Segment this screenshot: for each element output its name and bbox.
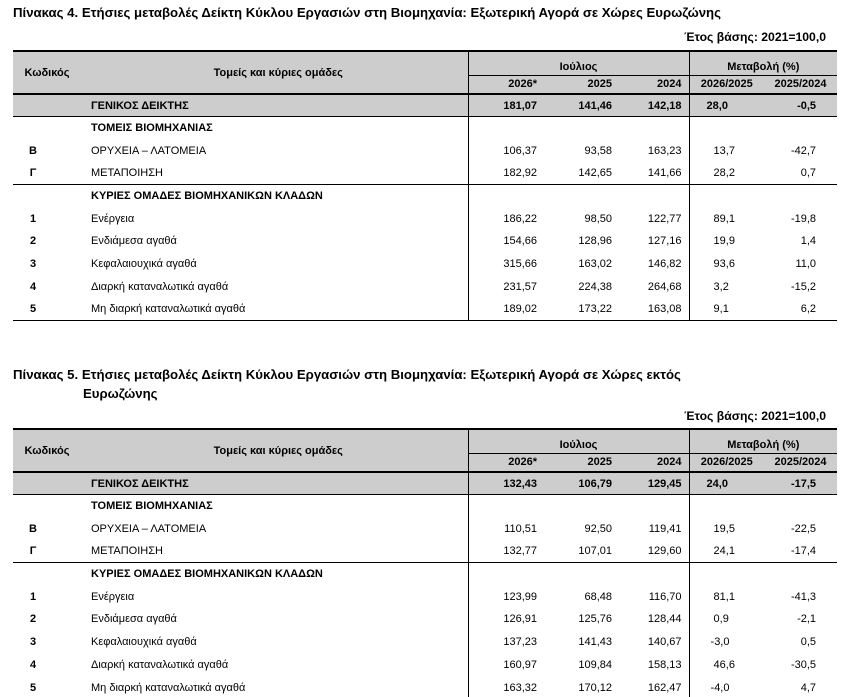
table5-title-line2: Ευρωζώνης <box>83 386 158 401</box>
table5-col-code: Κωδικός <box>13 429 89 472</box>
table5-base-year: Έτος βάσης: 2021=100,0 <box>684 409 826 423</box>
groups-heading: ΚΥΡΙΕΣ ΟΜΑΔΕΣ ΒΙΟΜΗΧΑΝΙΚΩΝ ΚΛΑΔΩΝ <box>89 185 468 208</box>
table5 <box>13 428 837 697</box>
table4-title: Πίνακας 4. Ετήσιες μεταβολές Δείκτη Κύκλου Εργασιών στη Βιομηχανία: Εξωτερική Αγορά σε Χώρες Ευρωζώνης <box>13 5 721 20</box>
table-row: Γ ΜΕΤΑΠΟΙΗΣΗ 182,92 142,65 141,66 28,2 0,7 <box>13 162 837 185</box>
table-row: 3 Κεφαλαιουχικά αγαθά 315,66 163,02 146,82 93,6 11,0 <box>13 253 837 276</box>
table4-col-year2: 2025 <box>544 75 619 94</box>
table4-general-row: ΓΕΝΙΚΟΣ ΔΕΙΚΤΗΣ 181,07 141,46 142,18 28,0 -0,5 <box>13 94 837 117</box>
table4-col-change: Μεταβολή (%) <box>689 51 837 75</box>
table5-col-year1: 2026* <box>468 453 544 472</box>
table5-col-month: Ιούλιος <box>468 429 689 453</box>
table4-col-ch2: 2025/2024 <box>764 75 837 94</box>
table5-col-ch2: 2025/2024 <box>764 453 837 472</box>
general-index-label: ΓΕΝΙΚΟΣ ΔΕΙΚΤΗΣ <box>89 472 468 495</box>
table-row: 2 Ενδιάμεσα αγαθά 154,66 128,96 127,16 19,9 1,4 <box>13 230 837 253</box>
table5-header-row1 <box>13 429 837 453</box>
table5-title: Πίνακας 5. Ετήσιες μεταβολές Δείκτη Κύκλου Εργασιών στη Βιομηχανία: Εξωτερική Αγορά σε Χώρες εκτός <box>13 367 681 382</box>
table-row: 4 Διαρκή καταναλωτικά αγαθά 231,57 224,38 264,68 3,2 -15,2 <box>13 276 837 299</box>
table4-col-code: Κωδικός <box>13 51 89 94</box>
table4-col-ch1: 2026/2025 <box>689 75 764 94</box>
table-row: 5 Μη διαρκή καταναλωτικά αγαθά 163,32 170,12 162,47 -4,0 4,7 <box>13 676 837 697</box>
table5-col-change: Μεταβολή (%) <box>689 429 837 453</box>
table4-col-year1: 2026* <box>468 75 544 94</box>
sectors-heading: ΤΟΜΕΙΣ ΒΙΟΜΗΧΑΝΙΑΣ <box>91 122 213 135</box>
table-row: 1 Ενέργεια 186,22 98,50 122,77 89,1 -19,8 <box>13 207 837 230</box>
table5-sectors-heading-row <box>13 495 837 518</box>
table4 <box>13 50 837 321</box>
table4-groups-heading-row <box>13 185 837 208</box>
table5-general-row: ΓΕΝΙΚΟΣ ΔΕΙΚΤΗΣ 132,43 106,79 129,45 24,0 -17,5 <box>13 472 837 495</box>
table5-col-year3: 2024 <box>619 453 689 472</box>
table-row: Β ΟΡΥΧΕΙΑ – ΛΑΤΟΜΕΙΑ 110,51 92,50 119,41 19,5 -22,5 <box>13 517 837 540</box>
sectors-heading: ΤΟΜΕΙΣ ΒΙΟΜΗΧΑΝΙΑΣ <box>91 500 213 513</box>
table4-col-year3: 2024 <box>619 75 689 94</box>
table-row: 3 Κεφαλαιουχικά αγαθά 137,23 141,43 140,67 -3,0 0,5 <box>13 631 837 654</box>
general-index-label: ΓΕΝΙΚΟΣ ΔΕΙΚΤΗΣ <box>89 94 468 117</box>
table4-header-row1 <box>13 51 837 75</box>
table-row: Γ ΜΕΤΑΠΟΙΗΣΗ 132,77 107,01 129,60 24,1 -17,4 <box>13 540 837 563</box>
table4-base-year: Έτος βάσης: 2021=100,0 <box>684 30 826 44</box>
table4-sectors-heading-row <box>13 117 837 140</box>
table5-groups-heading-row <box>13 563 837 586</box>
table-row: 4 Διαρκή καταναλωτικά αγαθά 160,97 109,84 158,13 46,6 -30,5 <box>13 654 837 677</box>
table5-col-year2: 2025 <box>544 453 619 472</box>
table4-col-sectors: Τομείς και κύριες ομάδες <box>89 51 468 94</box>
groups-heading: ΚΥΡΙΕΣ ΟΜΑΔΕΣ ΒΙΟΜΗΧΑΝΙΚΩΝ ΚΛΑΔΩΝ <box>89 563 468 586</box>
table5-col-sectors: Τομείς και κύριες ομάδες <box>89 429 468 472</box>
table-row: 5 Μη διαρκή καταναλωτικά αγαθά 189,02 173,22 163,08 9,1 6,2 <box>13 298 837 321</box>
table-row: Β ΟΡΥΧΕΙΑ – ΛΑΤΟΜΕΙΑ 106,37 93,58 163,23 13,7 -42,7 <box>13 139 837 162</box>
table-row: 2 Ενδιάμεσα αγαθά 126,91 125,76 128,44 0,9 -2,1 <box>13 608 837 631</box>
table-row: 1 Ενέργεια 123,99 68,48 116,70 81,1 -41,3 <box>13 585 837 608</box>
table5-col-ch1: 2026/2025 <box>689 453 764 472</box>
table4-col-month: Ιούλιος <box>468 51 689 75</box>
